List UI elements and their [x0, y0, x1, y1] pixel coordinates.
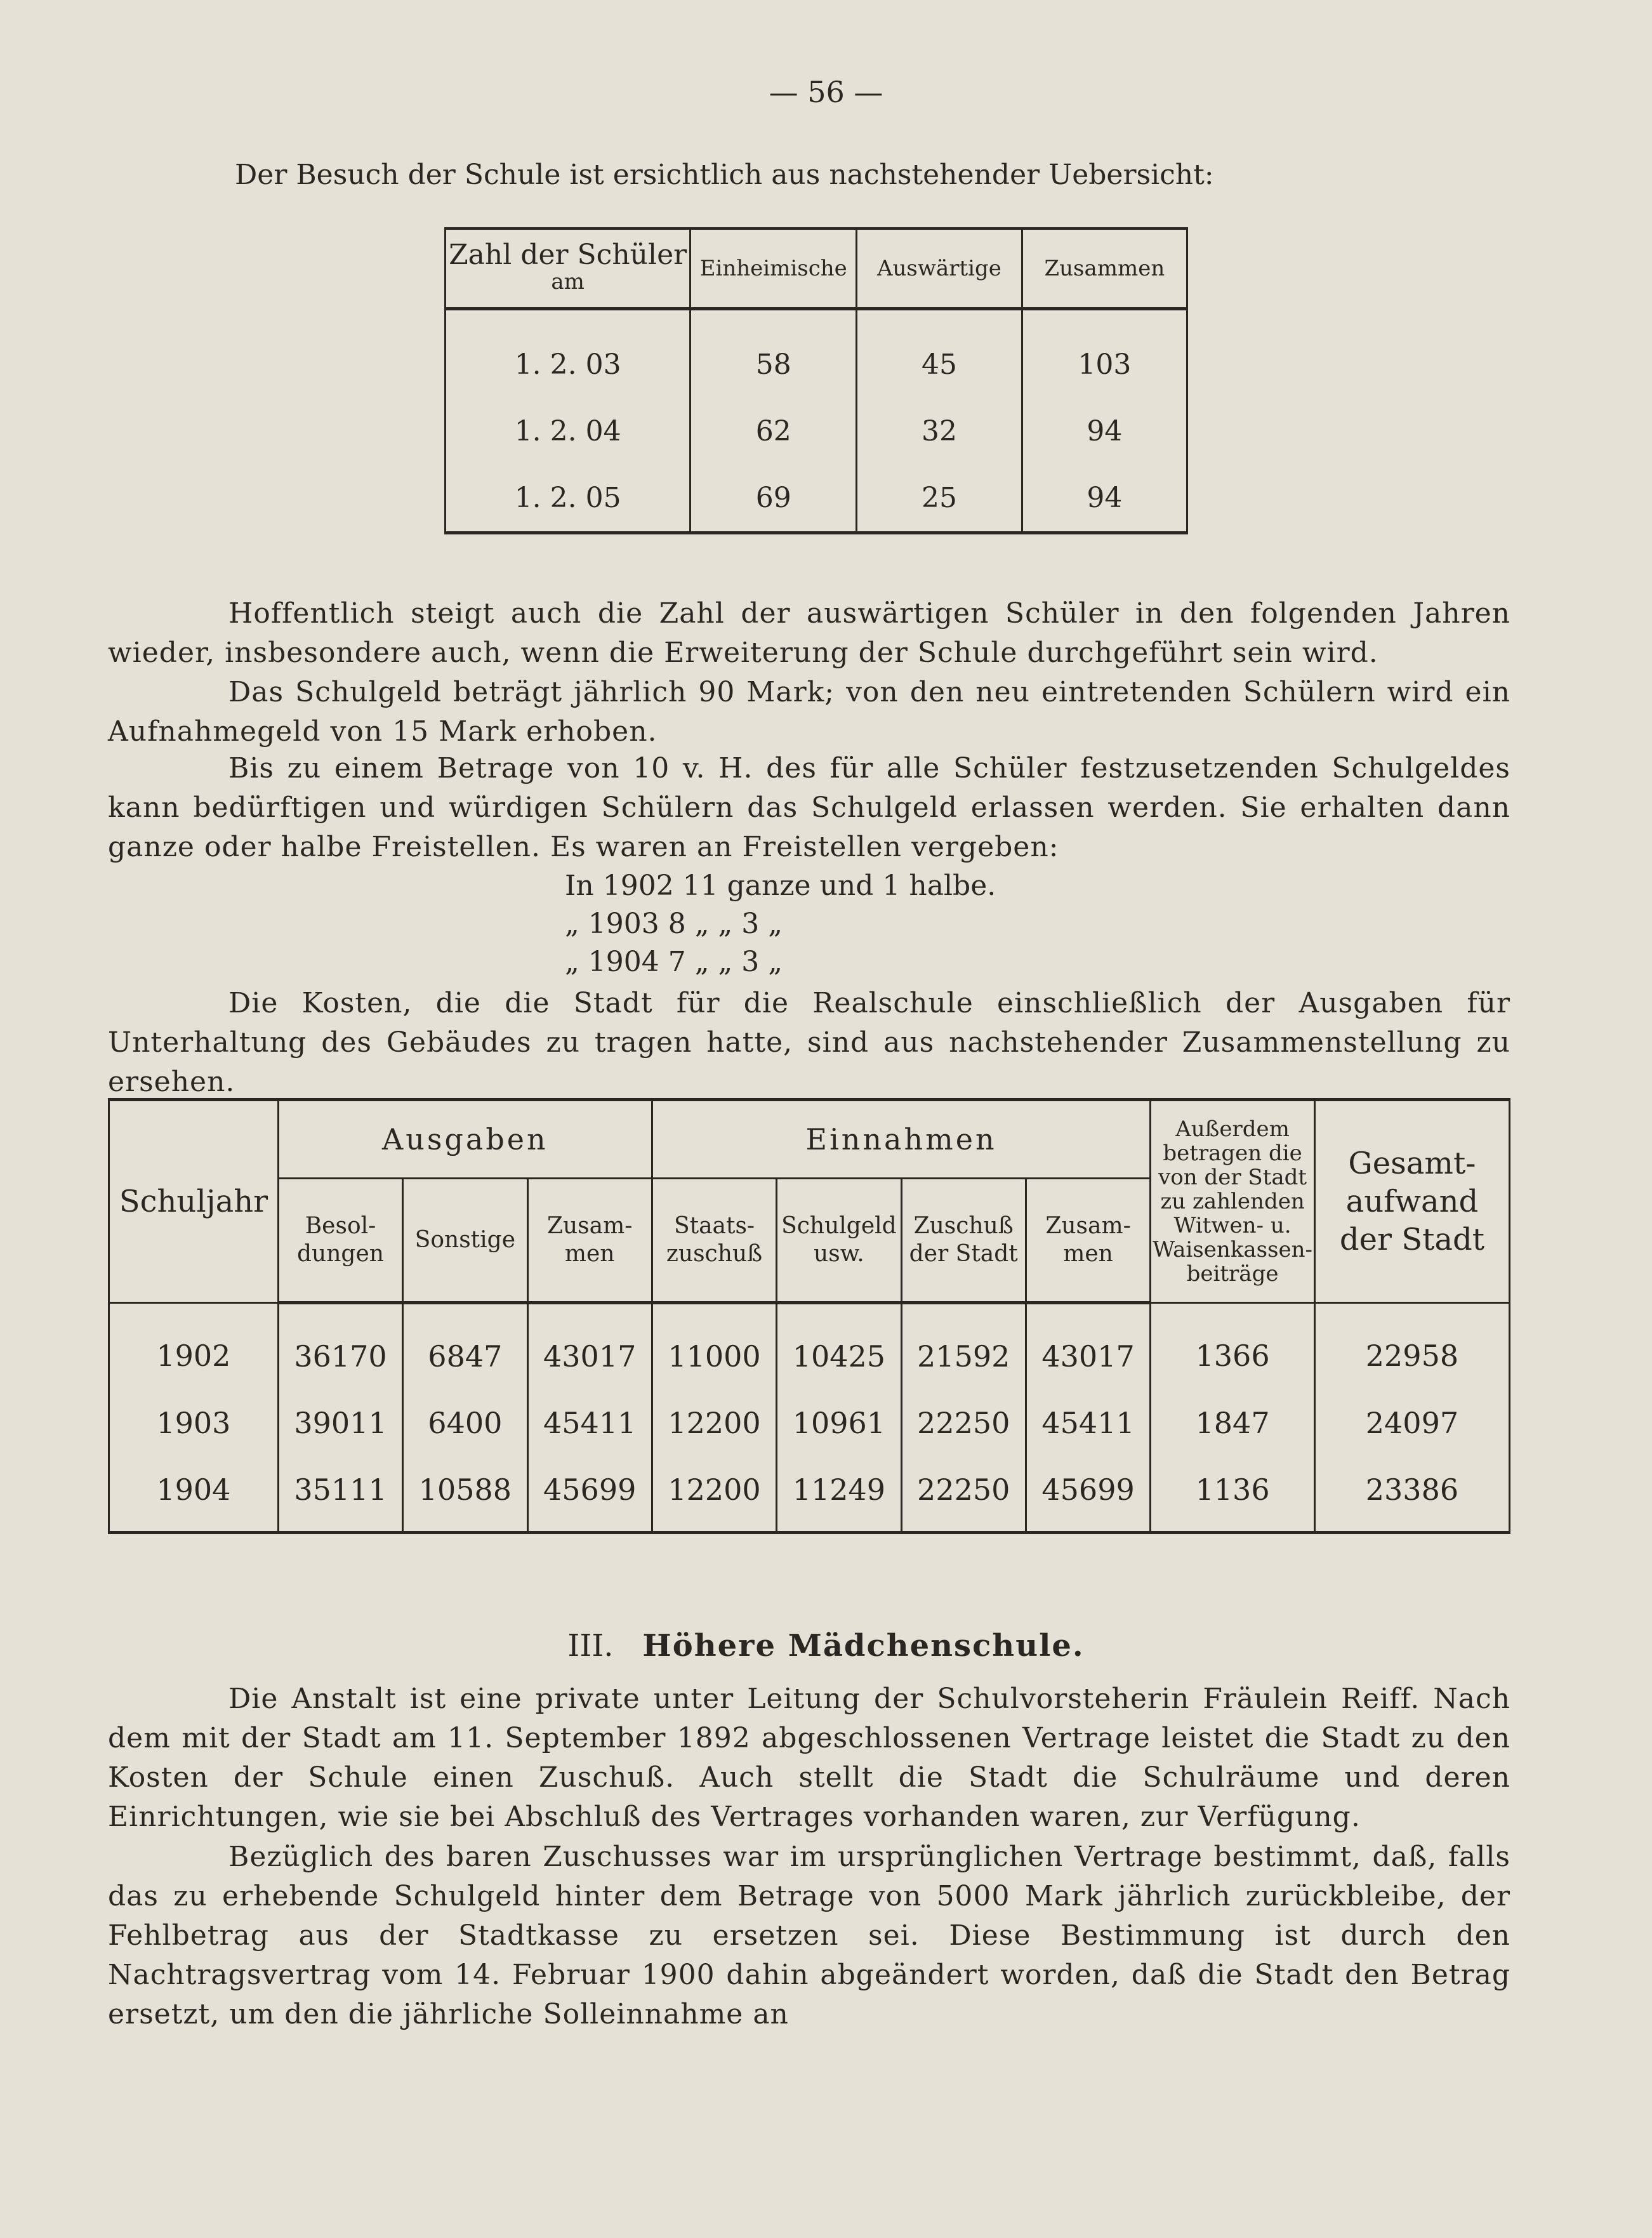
cell: 39011	[278, 1389, 402, 1456]
cell: 43017	[527, 1303, 652, 1390]
cell: 21592	[901, 1303, 1026, 1390]
cell: 94	[1022, 465, 1187, 533]
header-sonstige: Sonstige	[403, 1179, 527, 1303]
table-row	[109, 1456, 1510, 1533]
costs-table	[108, 1098, 1510, 1534]
cell: 1. 2. 04	[446, 398, 691, 465]
attendance-table	[444, 227, 1188, 534]
cell: 25	[857, 465, 1022, 533]
cell: 1136	[1151, 1456, 1315, 1533]
header-zuschuss-stadt: Zuschuß der Stadt	[901, 1179, 1026, 1303]
section-heading	[0, 1628, 1652, 1664]
paragraph-5: Die Anstalt ist eine private unter Leitung der Schulvorsteherin Fräulein Reiff. Nach dem mit der Stadt am 11. September 1892 abgeschlossenen Vertrage leistet die Stadt zu den Kosten der Schule einen Zuschuß. Auch stellt die Stadt die Schulräume und deren Einrichtungen, wie sie bei Abschluß des Vertrages vorhanden waren, zur Verfügung.	[108, 1683, 1510, 1833]
cell: 103	[1022, 309, 1187, 399]
paragraph-4: Die Kosten, die die Stadt für die Realschule einschließlich der Ausgaben für Unterhaltung des Gebäudes zu tragen hatte, sind aus nachstehender Zusammenstellung zu ersehen.	[108, 987, 1510, 1098]
cell: 22958	[1314, 1303, 1509, 1390]
table-row	[446, 398, 1187, 465]
cell: 1904	[109, 1456, 279, 1533]
header-zusammen: Zusammen	[1022, 228, 1187, 309]
cell: 1902	[109, 1303, 279, 1390]
cell: 69	[691, 465, 857, 533]
cell: 45699	[527, 1456, 652, 1533]
cell: 94	[1022, 398, 1187, 465]
freistellen-1902: In 1902 11 ganze und 1 halbe.	[565, 870, 996, 902]
freistellen-1903: „ 1903 8 „ „ 3 „	[565, 908, 783, 940]
section-number: III.	[567, 1628, 614, 1664]
cell: 45	[857, 309, 1022, 399]
header-date: Zahl der Schüler am	[446, 228, 691, 309]
header-besoldungen: Besol-dungen	[278, 1179, 402, 1303]
header-ausserdem: Außerdem betragen die von der Stadt zu zahlenden Witwen- u. Waisenkassen-beiträge	[1151, 1100, 1315, 1303]
table-row	[446, 309, 1187, 399]
paragraph-6: Bezüglich des baren Zuschusses war im ursprünglichen Vertrage bestimmt, daß, falls das zu erhebende Schulgeld hinter dem Betrage von 5000 Mark jährlich zurückbleibe, der Fehlbetrag aus der Stadtkasse zu ersetzen sei. Diese Bestimmung ist durch den Nachtragsvertrag vom 14. Februar 1900 dahin abgeändert worden, daß die Stadt den Betrag ersetzt, um den die jährliche Solleinnahme an	[108, 1841, 1510, 2030]
cell: 45411	[1026, 1389, 1150, 1456]
header-auswaertige: Auswärtige	[857, 228, 1022, 309]
header-schulgeld: Schulgeld usw.	[777, 1179, 901, 1303]
cell: 43017	[1026, 1303, 1150, 1390]
paragraph-2: Das Schulgeld beträgt jährlich 90 Mark; von den neu eintretenden Schülern wird ein Aufnahmegeld von 15 Mark erhoben.	[108, 676, 1510, 748]
cell: 1366	[1151, 1303, 1315, 1390]
header-staatszuschuss: Staats-zuschuß	[652, 1179, 776, 1303]
freistellen-1904: „ 1904 7 „ „ 3 „	[565, 946, 783, 978]
cell: 22250	[901, 1456, 1026, 1533]
page-number: — 56 —	[769, 75, 883, 109]
cell: 45411	[527, 1389, 652, 1456]
table-row	[109, 1303, 1510, 1390]
header-einnahmen-zusammen: Zusam-men	[1026, 1179, 1150, 1303]
header-ausgaben-zusammen: Zusam-men	[527, 1179, 652, 1303]
cell: 45699	[1026, 1456, 1150, 1533]
cell: 24097	[1314, 1389, 1509, 1456]
cell: 6847	[403, 1303, 527, 1390]
cell: 22250	[901, 1389, 1026, 1456]
cell: 10425	[777, 1303, 901, 1390]
header-einheimische: Einheimische	[691, 228, 857, 309]
cell: 12200	[652, 1456, 776, 1533]
cell: 32	[857, 398, 1022, 465]
cell: 36170	[278, 1303, 402, 1390]
cell: 11249	[777, 1456, 901, 1533]
table-row	[109, 1389, 1510, 1456]
cell: 11000	[652, 1303, 776, 1390]
cell: 1847	[1151, 1389, 1315, 1456]
paragraph-3: Bis zu einem Betrage von 10 v. H. des für alle Schüler festzusetzenden Schulgeldes kann bedürftigen und würdigen Schülern das Schulgeld erlassen werden. Sie erhalten dann ganze oder halbe Freistellen. Es waren an Freistellen vergeben:	[108, 752, 1510, 863]
paragraph-1: Hoffentlich steigt auch die Zahl der auswärtigen Schüler in den folgenden Jahren wieder, insbesondere auch, wenn die Erweiterung der Schule durchgeführt sein wird.	[108, 597, 1510, 669]
cell: 1903	[109, 1389, 279, 1456]
header-einnahmen: Einnahmen	[652, 1100, 1150, 1179]
intro-text: Der Besuch der Schule ist ersichtlich aus nachstehender Uebersicht:	[235, 159, 1214, 191]
cell: 58	[691, 309, 857, 399]
header-gesamtaufwand: Gesamt-aufwand der Stadt	[1314, 1100, 1509, 1303]
cell: 12200	[652, 1389, 776, 1456]
header-schuljahr: Schuljahr	[109, 1100, 279, 1303]
table-row	[446, 465, 1187, 533]
cell: 10961	[777, 1389, 901, 1456]
cell: 62	[691, 398, 857, 465]
section-title: Höhere Mädchenschule.	[642, 1628, 1085, 1664]
cell: 1. 2. 03	[446, 309, 691, 399]
cell: 35111	[278, 1456, 402, 1533]
cell: 23386	[1314, 1456, 1509, 1533]
cell: 10588	[403, 1456, 527, 1533]
cell: 1. 2. 05	[446, 465, 691, 533]
header-ausgaben: Ausgaben	[278, 1100, 652, 1179]
cell: 6400	[403, 1389, 527, 1456]
